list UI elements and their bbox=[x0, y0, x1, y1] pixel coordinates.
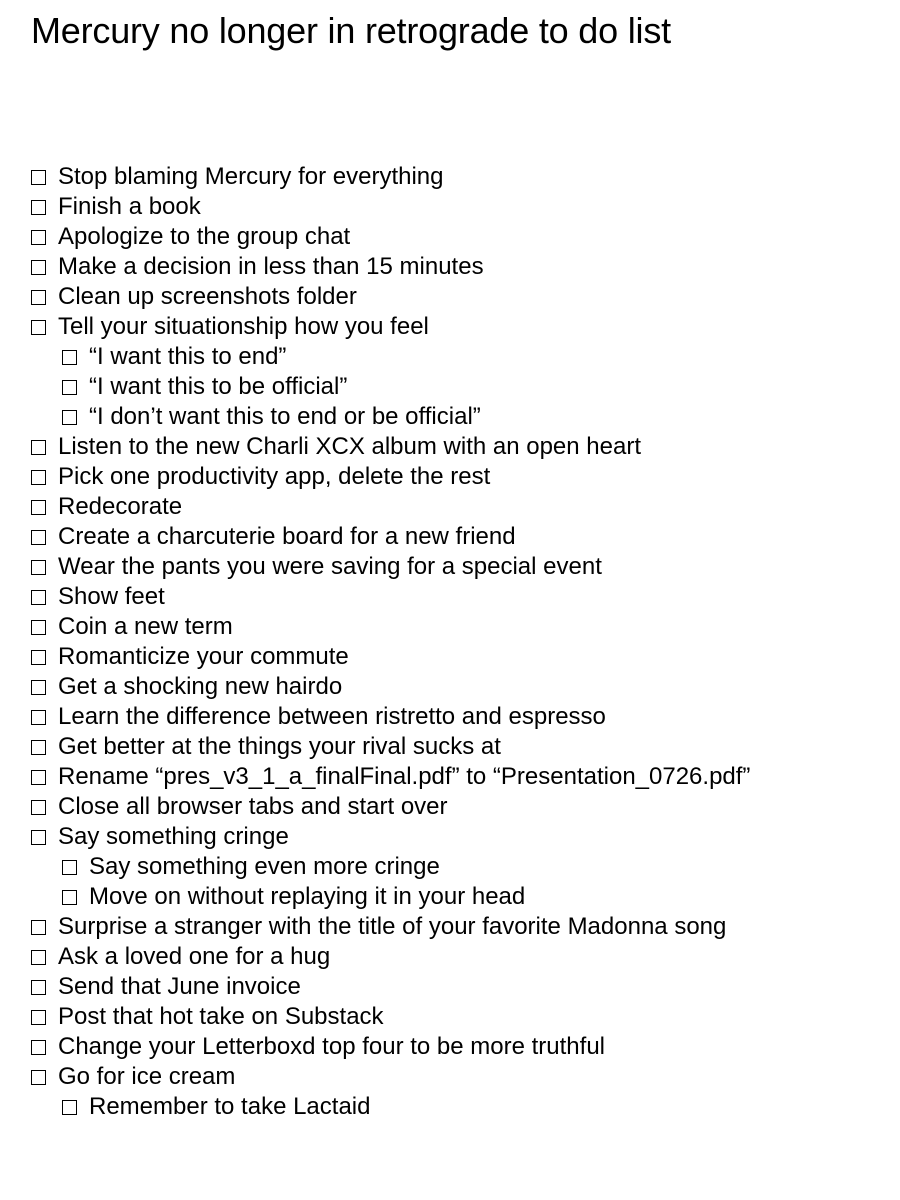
checkbox[interactable] bbox=[31, 800, 46, 815]
list-item bbox=[31, 1002, 750, 1032]
checkbox[interactable] bbox=[31, 980, 46, 995]
checkbox[interactable] bbox=[31, 440, 46, 455]
item-label: Close all browser tabs and start over bbox=[58, 793, 448, 820]
checkbox[interactable] bbox=[62, 860, 77, 875]
list-item bbox=[31, 162, 750, 192]
checkbox[interactable] bbox=[31, 950, 46, 965]
list-item bbox=[31, 732, 750, 762]
checkbox[interactable] bbox=[31, 470, 46, 485]
item-label: Remember to take Lactaid bbox=[89, 1093, 371, 1120]
list-item bbox=[31, 972, 750, 1002]
item-label: Tell your situationship how you feel bbox=[58, 313, 429, 340]
list-item bbox=[31, 612, 750, 642]
checkbox[interactable] bbox=[31, 590, 46, 605]
item-label: Say something even more cringe bbox=[89, 853, 440, 880]
list-item bbox=[31, 1062, 750, 1092]
item-label: Post that hot take on Substack bbox=[58, 1003, 384, 1030]
list-item bbox=[31, 222, 750, 252]
item-label: Stop blaming Mercury for everything bbox=[58, 163, 444, 190]
page-title: Mercury no longer in retrograde to do list bbox=[31, 10, 671, 51]
checkbox[interactable] bbox=[31, 830, 46, 845]
list-item bbox=[31, 492, 750, 522]
checkbox[interactable] bbox=[62, 890, 77, 905]
sub-list-item bbox=[31, 852, 750, 882]
sub-list-item bbox=[31, 1092, 750, 1122]
list-item bbox=[31, 282, 750, 312]
checkbox[interactable] bbox=[31, 200, 46, 215]
checkbox[interactable] bbox=[31, 740, 46, 755]
item-label: Say something cringe bbox=[58, 823, 289, 850]
checkbox[interactable] bbox=[31, 260, 46, 275]
item-label: Send that June invoice bbox=[58, 973, 301, 1000]
item-label: Wear the pants you were saving for a special event bbox=[58, 553, 602, 580]
item-label: Change your Letterboxd top four to be more truthful bbox=[58, 1033, 605, 1060]
item-label: Rename “pres_v3_1_a_finalFinal.pdf” to “Presentation_0726.pdf” bbox=[58, 763, 751, 790]
checkbox[interactable] bbox=[62, 410, 77, 425]
checkbox[interactable] bbox=[31, 1010, 46, 1025]
checkbox[interactable] bbox=[31, 1070, 46, 1085]
list-item bbox=[31, 762, 750, 792]
item-label: Go for ice cream bbox=[58, 1063, 236, 1090]
checkbox[interactable] bbox=[62, 1100, 77, 1115]
list-item bbox=[31, 912, 750, 942]
checkbox[interactable] bbox=[31, 770, 46, 785]
list-item bbox=[31, 642, 750, 672]
checkbox[interactable] bbox=[62, 380, 77, 395]
sub-list-item bbox=[31, 372, 750, 402]
list-item bbox=[31, 252, 750, 282]
list-item bbox=[31, 822, 750, 852]
item-label: Surprise a stranger with the title of your favorite Madonna song bbox=[58, 913, 727, 940]
checkbox[interactable] bbox=[31, 230, 46, 245]
item-label: Move on without replaying it in your head bbox=[89, 883, 526, 910]
checkbox[interactable] bbox=[31, 560, 46, 575]
item-label: Make a decision in less than 15 minutes bbox=[58, 253, 484, 280]
list-item bbox=[31, 582, 750, 612]
list-item bbox=[31, 942, 750, 972]
checkbox[interactable] bbox=[31, 1040, 46, 1055]
item-label: Learn the difference between ristretto and espresso bbox=[58, 703, 606, 730]
list-item bbox=[31, 462, 750, 492]
list-item bbox=[31, 672, 750, 702]
checkbox[interactable] bbox=[31, 290, 46, 305]
checkbox[interactable] bbox=[31, 320, 46, 335]
checkbox[interactable] bbox=[31, 620, 46, 635]
item-label: Romanticize your commute bbox=[58, 643, 349, 670]
item-label: Redecorate bbox=[58, 493, 183, 520]
checkbox[interactable] bbox=[62, 350, 77, 365]
item-label: “I want this to be official” bbox=[89, 373, 348, 400]
item-label: Clean up screenshots folder bbox=[58, 283, 357, 310]
item-label: “I don’t want this to end or be official” bbox=[89, 403, 481, 430]
item-label: Get better at the things your rival sucks at bbox=[58, 733, 501, 760]
list-item bbox=[31, 552, 750, 582]
list-item bbox=[31, 432, 750, 462]
checkbox[interactable] bbox=[31, 920, 46, 935]
item-label: Listen to the new Charli XCX album with an open heart bbox=[58, 433, 641, 460]
item-label: Get a shocking new hairdo bbox=[58, 673, 343, 700]
sub-list-item bbox=[31, 402, 750, 432]
list-item bbox=[31, 522, 750, 552]
item-label: Create a charcuterie board for a new friend bbox=[58, 523, 516, 550]
checkbox[interactable] bbox=[31, 710, 46, 725]
item-label: Pick one productivity app, delete the rest bbox=[58, 463, 491, 490]
todo-list bbox=[31, 162, 750, 1122]
checkbox[interactable] bbox=[31, 500, 46, 515]
checkbox[interactable] bbox=[31, 530, 46, 545]
sub-list-item bbox=[31, 342, 750, 372]
item-label: Apologize to the group chat bbox=[58, 223, 351, 250]
sub-list-item bbox=[31, 882, 750, 912]
list-item bbox=[31, 792, 750, 822]
list-item bbox=[31, 702, 750, 732]
item-label: Finish a book bbox=[58, 193, 201, 220]
list-item bbox=[31, 192, 750, 222]
checkbox[interactable] bbox=[31, 680, 46, 695]
item-label: Ask a loved one for a hug bbox=[58, 943, 331, 970]
item-label: Coin a new term bbox=[58, 613, 233, 640]
checkbox[interactable] bbox=[31, 650, 46, 665]
item-label: Show feet bbox=[58, 583, 165, 610]
list-item bbox=[31, 312, 750, 342]
checkbox[interactable] bbox=[31, 170, 46, 185]
list-item bbox=[31, 1032, 750, 1062]
item-label: “I want this to end” bbox=[89, 343, 287, 370]
